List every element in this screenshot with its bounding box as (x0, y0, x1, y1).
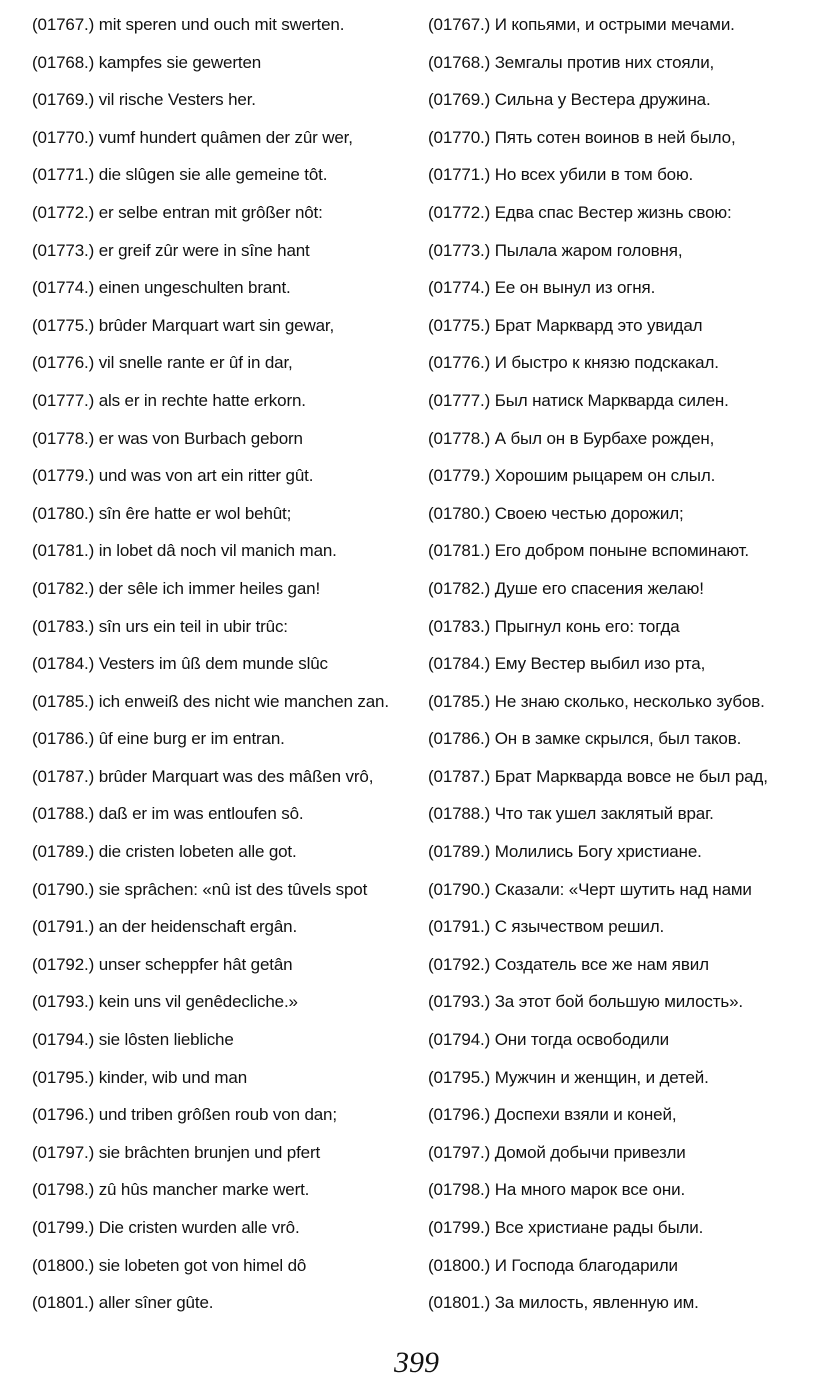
parallel-text (0, 8, 833, 1324)
original-verse: (01769.) vil rische Vesters her. (32, 90, 256, 110)
original-verse: (01772.) er selbe entran mit grôßer nôt: (32, 202, 323, 222)
verse-row (0, 1286, 833, 1324)
page-number: 399 (394, 1346, 439, 1379)
translation-verse: (01792.) Создатель все же нам явил (428, 954, 709, 974)
original-verse: (01798.) zû hûs mancher marke wert. (32, 1180, 310, 1200)
verse-row (0, 534, 833, 572)
original-verse: (01770.) vumf hundert quâmen der zûr wer, (32, 127, 353, 147)
original-verse: (01796.) und triben grôßen roub von dan; (32, 1105, 337, 1125)
original-verse: (01767.) mit speren und ouch mit swerten. (32, 15, 345, 34)
translation-verse: (01795.) Мужчин и женщин, и детей. (428, 1067, 709, 1087)
original-verse: (01787.) brûder Marquart was des mâßen vrô, (32, 766, 374, 786)
verse-row (0, 158, 833, 196)
translation-verse: (01784.) Ему Вестер выбил изо рта, (428, 654, 706, 674)
translation-verse: (01783.) Прыгнул конь его: тогда (428, 616, 680, 636)
original-verse: (01799.) Die cristen wurden alle vrô. (32, 1218, 300, 1237)
verse-row (0, 1136, 833, 1174)
verse-row (0, 83, 833, 121)
translation-verse: (01798.) На много марок все они. (428, 1180, 686, 1200)
original-verse: (01779.) und was von art ein ritter gût. (32, 466, 314, 486)
translation-verse: (01773.) Пылала жаром головня, (428, 240, 683, 260)
verse-row (0, 1173, 833, 1211)
verse-row (0, 234, 833, 272)
verse-row (0, 384, 833, 422)
original-verse: (01792.) unser scheppfer hât getân (32, 954, 293, 974)
translation-verse: (01769.) Сильна у Вестера дружина. (428, 90, 711, 110)
translation-verse: (01786.) Он в замке скрылся, был таков. (428, 729, 742, 749)
original-verse: (01789.) die cristen lobeten alle got. (32, 842, 297, 862)
translation-verse: (01777.) Был натиск Маркварда силен. (428, 390, 729, 410)
translation-verse: (01781.) Его добром поныне вспоминают. (428, 541, 749, 561)
translation-verse: (01796.) Доспехи взяли и коней, (428, 1105, 677, 1125)
original-verse: (01797.) sie brâchten brunjen und pfert (32, 1142, 321, 1162)
original-verse: (01776.) vil snelle rante er ûf in dar, (32, 353, 293, 373)
original-verse: (01784.) Vesters im ûß dem munde slûc (32, 654, 328, 674)
original-verse: (01775.) brûder Marquart wart sin gewar, (32, 315, 335, 335)
verse-row (0, 1249, 833, 1287)
verse-row (0, 1061, 833, 1099)
verse-row (0, 722, 833, 760)
translation-verse: (01776.) И быстро к князю подскакал. (428, 353, 719, 373)
verse-row (0, 835, 833, 873)
original-verse: (01795.) kinder, wib und man (32, 1067, 248, 1087)
translation-verse: (01790.) Сказали: «Черт шутить над нами (428, 879, 752, 899)
translation-verse: (01785.) Не знаю сколько, несколько зубов. (428, 691, 765, 711)
original-verse: (01791.) an der heidenschaft ergân. (32, 917, 298, 937)
verse-row (0, 8, 833, 46)
translation-verse: (01800.) И Господа благодарили (428, 1255, 678, 1275)
verse-row (0, 346, 833, 384)
verse-row (0, 873, 833, 911)
translation-verse: (01791.) С язычеством решил. (428, 917, 665, 937)
verse-row (0, 760, 833, 798)
verse-row (0, 196, 833, 234)
verse-row (0, 271, 833, 309)
original-verse: (01782.) der sêle ich immer heiles gan! (32, 578, 321, 598)
verse-row (0, 497, 833, 535)
translation-verse: (01787.) Брат Маркварда вовсе не был рад, (428, 766, 768, 786)
verse-row (0, 422, 833, 460)
translation-verse: (01767.) И копьями, и острыми мечами. (428, 15, 735, 34)
translation-verse: (01788.) Что так ушел заклятый враг. (428, 804, 714, 824)
translation-verse: (01778.) А был он в Бурбахе рожден, (428, 428, 715, 448)
original-verse: (01786.) ûf eine burg er im entran. (32, 729, 285, 749)
translation-verse: (01779.) Хорошим рыцарем он слыл. (428, 466, 716, 486)
original-verse: (01788.) daß er im was entloufen sô. (32, 804, 304, 824)
original-verse: (01790.) sie sprâchen: «nû ist des tûvels spot (32, 879, 368, 899)
verse-row (0, 1023, 833, 1061)
translation-verse: (01801.) За милость, явленную им. (428, 1293, 699, 1313)
verse-row (0, 985, 833, 1023)
original-verse: (01800.) sie lobeten got von himel dô (32, 1255, 307, 1275)
original-verse: (01773.) er greif zûr were in sîne hant (32, 240, 310, 260)
original-verse: (01771.) die slûgen sie alle gemeine tôt. (32, 165, 328, 185)
translation-verse: (01768.) Земгалы против них стояли, (428, 52, 715, 72)
original-verse: (01785.) ich enweiß des nicht wie manchen zan. (32, 691, 389, 711)
translation-verse: (01771.) Но всех убили в том бою. (428, 165, 694, 185)
original-verse: (01780.) sîn êre hatte er wol behût; (32, 503, 292, 523)
translation-verse: (01770.) Пять сотен воинов в ней было, (428, 127, 736, 147)
translation-verse: (01797.) Домой добычи привезли (428, 1142, 686, 1162)
original-verse: (01768.) kampfes sie gewerten (32, 52, 262, 72)
translation-verse: (01775.) Брат Марквард это увидал (428, 315, 703, 335)
verse-row (0, 1098, 833, 1136)
verse-row (0, 1211, 833, 1249)
verse-row (0, 647, 833, 685)
verse-row (0, 121, 833, 159)
verse-row (0, 46, 833, 84)
verse-row (0, 610, 833, 648)
translation-verse: (01782.) Душе его спасения желаю! (428, 578, 704, 598)
verse-row (0, 685, 833, 723)
original-verse: (01793.) kein uns vil genêdecliche.» (32, 992, 298, 1012)
verse-row (0, 572, 833, 610)
translation-verse: (01774.) Ее он вынул из огня. (428, 278, 656, 298)
translation-verse: (01772.) Едва спас Вестер жизнь свою: (428, 202, 732, 222)
verse-row (0, 797, 833, 835)
verse-row (0, 948, 833, 986)
translation-verse: (01780.) Своею честью дорожил; (428, 503, 684, 523)
original-verse: (01794.) sie lôsten liebliche (32, 1030, 234, 1050)
original-verse: (01801.) aller sîner gûte. (32, 1293, 214, 1313)
original-verse: (01777.) als er in rechte hatte erkorn. (32, 390, 306, 410)
verse-row (0, 910, 833, 948)
verse-row (0, 309, 833, 347)
original-verse: (01778.) er was von Burbach geborn (32, 428, 303, 448)
translation-verse: (01789.) Молились Богу христиане. (428, 842, 702, 862)
translation-verse: (01799.) Все христиане рады были. (428, 1218, 704, 1237)
translation-verse: (01794.) Они тогда освободили (428, 1030, 670, 1050)
original-verse: (01781.) in lobet dâ noch vil manich man. (32, 541, 337, 561)
verse-row (0, 459, 833, 497)
original-verse: (01783.) sîn urs ein teil in ubir trûc: (32, 616, 288, 636)
original-verse: (01774.) einen ungeschulten brant. (32, 278, 291, 298)
translation-verse: (01793.) За этот бой большую милость». (428, 992, 743, 1012)
